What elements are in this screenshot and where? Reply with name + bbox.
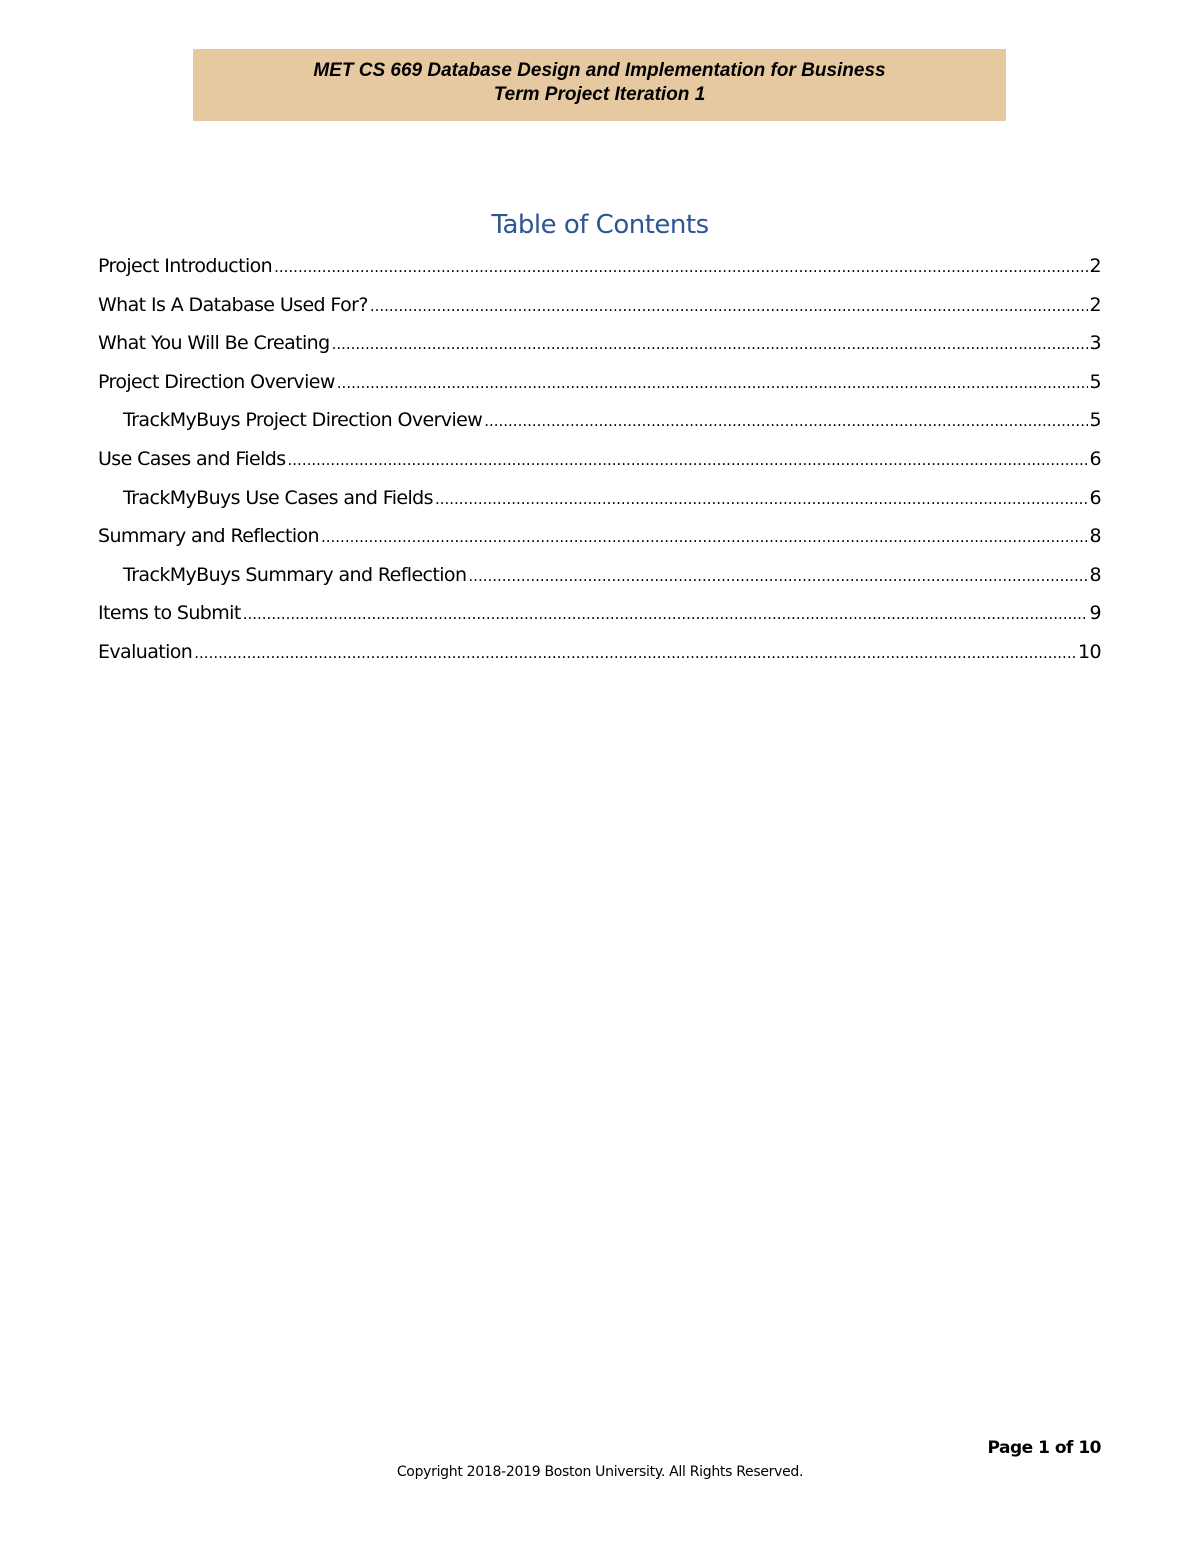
document-subtitle: Term Project Iteration 1: [493, 84, 706, 105]
toc-dot-leader: [337, 365, 1088, 401]
toc-entry[interactable]: [98, 287, 1101, 326]
toc-entry-label: Summary and Reflection: [98, 525, 319, 548]
toc-entry-label: Evaluation: [98, 640, 193, 663]
toc-entry-page: 8: [1089, 563, 1101, 586]
toc-entry-page: 10: [1078, 640, 1101, 663]
toc-entry-page: 8: [1089, 525, 1101, 548]
toc-entry[interactable]: [98, 441, 1101, 480]
toc-entry-label: Items to Submit: [98, 602, 241, 625]
page-number: Page 1 of 10: [987, 1438, 1101, 1458]
toc-entry-page: 5: [1089, 409, 1101, 432]
toc-dot-leader: [321, 519, 1088, 555]
toc-entry-page: 2: [1089, 255, 1101, 277]
toc-dot-leader: [288, 442, 1088, 478]
toc-entry[interactable]: [98, 634, 1101, 673]
toc-dot-leader: [243, 596, 1088, 632]
toc-entry[interactable]: [98, 518, 1101, 557]
toc-entry-page: 9: [1089, 602, 1101, 625]
copyright-notice: Copyright 2018-2019 Boston University. All Rights Reserved.: [396, 1464, 804, 1480]
document-header: [193, 49, 1006, 121]
toc-entry[interactable]: [98, 364, 1101, 403]
toc-entry-label: TrackMyBuys Use Cases and Fields: [123, 486, 433, 509]
toc-heading: Table of Contents: [491, 210, 709, 240]
toc-dot-leader: [435, 481, 1088, 517]
toc-entry-page: 5: [1089, 370, 1101, 393]
toc-dot-leader: [484, 403, 1087, 439]
toc-entry-label: What You Will Be Creating: [98, 332, 330, 355]
table-of-contents: [98, 248, 1101, 673]
toc-entry[interactable]: [98, 325, 1101, 364]
toc-entry-label: Project Direction Overview: [98, 370, 335, 393]
toc-dot-leader: [194, 635, 1076, 671]
toc-entry-label: TrackMyBuys Summary and Reflection: [123, 563, 467, 586]
toc-subentry[interactable]: [98, 402, 1101, 441]
toc-entry[interactable]: [98, 595, 1101, 634]
toc-entry-page: 2: [1089, 293, 1101, 316]
toc-entry-page: 6: [1089, 447, 1101, 470]
toc-subentry[interactable]: [98, 557, 1101, 596]
course-title: MET CS 669 Database Design and Implementation for Business: [313, 60, 886, 81]
toc-entry-label: Use Cases and Fields: [98, 447, 286, 470]
toc-entry[interactable]: [98, 248, 1101, 287]
toc-dot-leader: [274, 249, 1087, 285]
toc-entry-page: 3: [1089, 332, 1101, 355]
toc-dot-leader: [332, 326, 1088, 362]
toc-subentry[interactable]: [98, 480, 1101, 519]
toc-entry-label: What Is A Database Used For?: [98, 293, 368, 316]
toc-entry-label: TrackMyBuys Project Direction Overview: [123, 409, 483, 432]
toc-dot-leader: [370, 288, 1088, 324]
toc-entry-label: Project Introduction: [98, 255, 273, 277]
toc-entry-page: 6: [1089, 486, 1101, 509]
toc-dot-leader: [468, 558, 1087, 594]
